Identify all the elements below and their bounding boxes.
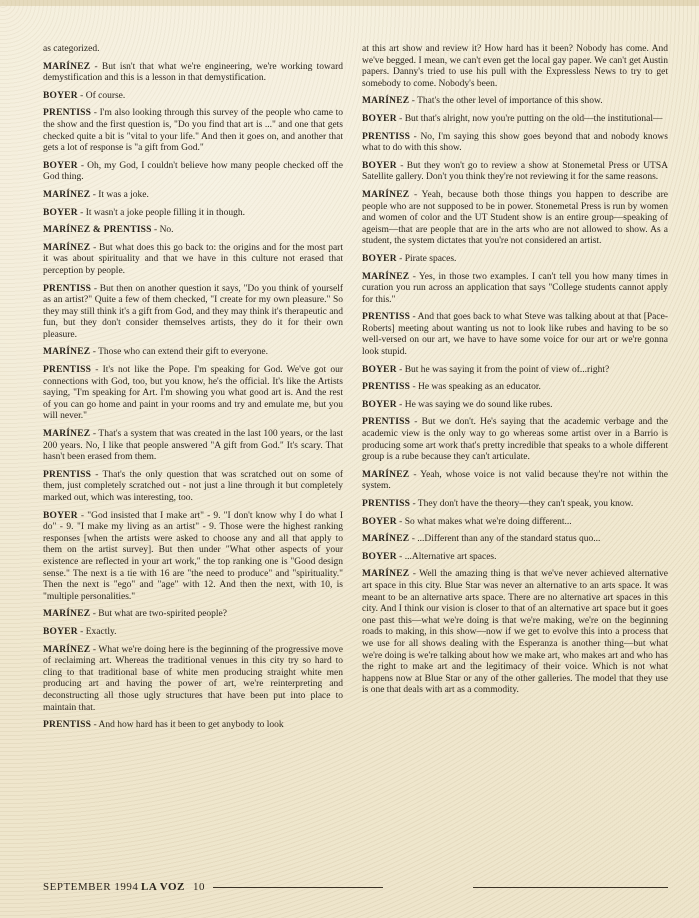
dialogue-paragraph (362, 400, 668, 412)
footer-rule (213, 887, 383, 888)
speaker-name: PRENTISS (43, 108, 92, 119)
dialogue-text: - Well the amazing thing is that we've never achieved alternative art space in this city. Blue Star was never an alternative to an arts space. It was meant to be an alternative arts space. There are no alternative art spaces in this city. And I think our vision is closer to that of an alternative art space but it goes one past this—what we're doing is that we're making, we're on the beginning roads to making, in this show—now if we get to evolve this into a process that we use for all shows dealing with the Esperanza is another thing—but what we're doing is we're talking about how we make art, who makes art and who has the right to make art and the legitimacy of their voice. Which is not what happens now at Blue Star or any of the other galleries. The model that they use is one that deals with art as a commodity. (362, 569, 668, 696)
dialogue-text: - But then on another question it says, "Do you think of yourself as an artist?" Quite a few of them checked, "I create for my own pleasure." So they may still think it's a gift from God, and they may think it's therapeutic and fun, but they don't consider themselves artists, they do it for their own pleasure. (43, 283, 343, 340)
speaker-name: PRENTISS (362, 382, 411, 393)
speaker-name: BOYER (362, 364, 397, 375)
dialogue-paragraph (362, 254, 668, 266)
speaker-name: MARÍNEZ (43, 347, 91, 358)
dialogue-paragraph (362, 382, 668, 394)
dialogue-text: - No. (151, 225, 174, 236)
speaker-name: BOYER (362, 160, 397, 171)
footer-page-number: 10 (193, 881, 205, 893)
dialogue-paragraph (43, 91, 343, 103)
dialogue-paragraph (362, 534, 668, 546)
dialogue-text: as categorized. (43, 44, 100, 54)
dialogue-text: - Yeah, because both those things you happen to describe are people who are not supposed to be in power. Stonemetal Press is run by women and women of color and the UT Student show is an entire group—speaking of ageism—that are people that are in the arts who are not allowed to show. As a student, the system dictates that you're not considered an artist. (362, 189, 668, 247)
speaker-name: MARÍNEZ (362, 96, 410, 107)
dialogue-text: - Of course. (77, 90, 126, 101)
dialogue-paragraph (43, 284, 343, 342)
dialogue-paragraph (362, 312, 668, 358)
dialogue-paragraph (43, 190, 343, 202)
speaker-name: MARÍNEZ & PRENTISS (43, 225, 152, 236)
dialogue-text: - Oh, my God, I couldn't believe how many people checked off the God thing. (43, 160, 343, 183)
dialogue-paragraph (43, 720, 343, 732)
dialogue-text: - It was a joke. (90, 189, 149, 200)
speaker-name: MARÍNEZ (362, 271, 410, 282)
dialogue-text: - Yeah, whose voice is not valid because they're not within the system. (362, 469, 668, 492)
dialogue-text: - It's not like the Pope. I'm speaking for God. We've got our connections with God, too, but you know, he's the official. It's like the Artists saying, "I'm speaking for Art. I'm showing you what good art is. And the rest of you can go home and paint in your rooms and try and emulate me, but you will never." (43, 365, 343, 422)
dialogue-text: - That's the only question that was scratched out on some of them, just completely scratched out - not just a line through it but completely marked out, which was interesting, too. (43, 469, 343, 503)
right-text-column (362, 44, 668, 703)
speaker-name: BOYER (362, 113, 397, 124)
dialogue-text: - It wasn't a joke people filling it in though. (77, 207, 245, 218)
dialogue-text: - But what are two-spirited people? (90, 609, 227, 620)
dialogue-paragraph (362, 96, 668, 108)
dialogue-paragraph (362, 114, 668, 126)
dialogue-text: - Those who can extend their gift to everyone. (90, 347, 268, 358)
dialogue-paragraph (362, 161, 668, 184)
dialogue-paragraph (362, 190, 668, 248)
speaker-name: BOYER (362, 551, 397, 562)
dialogue-paragraph (43, 609, 343, 621)
dialogue-paragraph (362, 132, 668, 155)
dialogue-text: - And how hard has it been to get anybody to look (91, 720, 284, 731)
dialogue-text: - But we don't. He's saying that the academic verbage and the academic view is the only way to go whereas some artist over in a Barrio is producing some art work that's pretty incredible that speaks to a whole different group is a rube because they can't articulate. (362, 417, 668, 463)
dialogue-paragraph (43, 243, 343, 278)
speaker-name: MARÍNEZ (43, 429, 91, 440)
speaker-name: MARÍNEZ (43, 609, 91, 620)
dialogue-text: - But he was saying it from the point of view of...right? (396, 364, 610, 375)
left-text-column (43, 44, 343, 738)
speaker-name: BOYER (43, 510, 78, 521)
speaker-name: MARÍNEZ (43, 189, 91, 200)
dialogue-text: - ...Different than any of the standard status quo... (409, 534, 601, 545)
speaker-name: BOYER (362, 516, 397, 527)
dialogue-text: - But that's alright, now you're putting on the old—the institutional— (396, 113, 663, 124)
dialogue-text: - They don't have the theory—they can't speak, you know. (410, 499, 634, 509)
speaker-name: MARÍNEZ (43, 242, 91, 253)
speaker-name: MARÍNEZ (43, 644, 91, 655)
speaker-name: BOYER (362, 399, 397, 410)
dialogue-paragraph (43, 44, 343, 56)
dialogue-text: at this art show and review it? How hard has it been? Nobody has come. And we've begged. I mean, we can't even get the local gay paper. We can't get Austin papers. Danny's tried to use his pull with the Expressless News to try to get somebody to come. Nobody's been. (362, 44, 668, 89)
dialogue-paragraph (362, 272, 668, 307)
dialogue-paragraph (43, 645, 343, 715)
dialogue-text: - He was saying we do sound like rubes. (396, 399, 553, 410)
dialogue-text: - And that goes back to what Steve was talking about at that [Pace-Roberts] meeting about wanting us not to look like rubes and having to be so well-versed on our art, we have to have some voice for our art or we're gonna look stupid. (362, 312, 668, 358)
dialogue-text: - What we're doing here is the beginning of the progressive move of reclaiming art. Whereas the traditional venues in this city try so hard to cling to that traditional base of white men producing straight white men producing art and having the power of art, we're reinterpreting and deconstructing all those ugly structures that have been put into place to maintain that. (43, 644, 343, 713)
dialogue-paragraph (43, 62, 343, 85)
speaker-name: MARÍNEZ (362, 569, 410, 580)
dialogue-text: - But what does this go back to: the origins and for the most part it was about spirituality and that we have in this culture not erased that perception by people. (43, 242, 343, 276)
dialogue-text: - So what makes what we're doing different... (396, 516, 572, 527)
dialogue-paragraph (43, 225, 343, 237)
dialogue-paragraph (362, 470, 668, 493)
footer-rule (473, 887, 668, 888)
speaker-name: BOYER (362, 253, 397, 264)
speaker-name: MARÍNEZ (362, 534, 410, 545)
dialogue-paragraph (362, 517, 668, 529)
speaker-name: PRENTISS (43, 720, 92, 731)
dialogue-text: - Pirate spaces. (396, 253, 457, 264)
speaker-name: MARÍNEZ (362, 189, 410, 200)
footer-publication: LA VOZ (141, 881, 185, 893)
speaker-name: PRENTISS (43, 469, 92, 480)
speaker-name: MARÍNEZ (43, 61, 91, 72)
dialogue-text: - That's a system that was created in the last 100 years, or the last 200 years. No, I like that people answered "A gift from God." It's scary. That hasn't been erased from them. (43, 429, 343, 463)
dialogue-text: - Yes, in those two examples. I can't tell you how many times in curation you run across an application that says "College students cannot apply for this." (362, 271, 668, 305)
dialogue-paragraph (43, 429, 343, 464)
dialogue-text: - He was speaking as an educator. (410, 382, 541, 393)
dialogue-paragraph (362, 365, 668, 377)
dialogue-paragraph (362, 44, 668, 90)
speaker-name: BOYER (43, 626, 78, 637)
speaker-name: PRENTISS (362, 312, 411, 323)
dialogue-text: - But isn't that what we're engineering, we're working toward demystification and this is a lesson in that demystification. (43, 61, 343, 84)
dialogue-paragraph (362, 569, 668, 697)
dialogue-paragraph (43, 208, 343, 220)
speaker-name: BOYER (43, 207, 78, 218)
dialogue-paragraph (362, 499, 668, 511)
dialogue-paragraph (43, 108, 343, 154)
dialogue-text: - ...Alternative art spaces. (396, 551, 497, 562)
dialogue-paragraph (43, 365, 343, 423)
dialogue-text: - I'm also looking through this survey of the people who came to the show and the first question is, "Do you find that art is ..." and one that gets checked quite a bit is "vital to your life." And then it goes on, and another that gets a lot of response is "a gift from God." (43, 108, 343, 154)
dialogue-paragraph (43, 347, 343, 359)
dialogue-paragraph (43, 627, 343, 639)
dialogue-paragraph (43, 161, 343, 184)
speaker-name: PRENTISS (43, 283, 92, 294)
speaker-name: BOYER (43, 160, 78, 171)
dialogue-paragraph (43, 511, 343, 604)
dialogue-paragraph (362, 552, 668, 564)
speaker-name: MARÍNEZ (362, 469, 410, 480)
speaker-name: PRENTISS (362, 131, 411, 142)
speaker-name: PRENTISS (362, 499, 411, 509)
dialogue-paragraph (362, 417, 668, 463)
speaker-name: BOYER (43, 90, 78, 101)
speaker-name: PRENTISS (362, 417, 411, 428)
speaker-name: PRENTISS (43, 365, 92, 376)
page-footer (43, 881, 668, 899)
dialogue-text: - "God insisted that I make art" - 9. "I don't know why I do what I do" - 9. "I make my living as an artist" - 9. Those were the highest ranking responses [when the artists were asked to choose any and all that apply to them on the artist survey]. But then under "What other aspects of your existence are reflected in your art work," the top ranking one is "Good design sense." The next is a tie with 16 are "the need to produce" and "spirituality." Then the next is "ego" and "age" with 12. And then the next, with 10, is "multiple personalities." (43, 510, 343, 602)
footer-date: SEPTEMBER 1994 (43, 881, 139, 893)
dialogue-text: - Exactly. (77, 626, 117, 637)
dialogue-paragraph (43, 470, 343, 505)
dialogue-text: - But they won't go to review a show at Stonemetal Press or UTSA Satellite gallery. Don't you think they're not reviewing it for the same reasons. (362, 160, 668, 183)
page-edge (0, 0, 699, 6)
dialogue-text: - That's the other level of importance of this show. (409, 96, 603, 107)
dialogue-text: - No, I'm saying this show goes beyond that and nobody knows what to do with this show. (362, 131, 668, 154)
